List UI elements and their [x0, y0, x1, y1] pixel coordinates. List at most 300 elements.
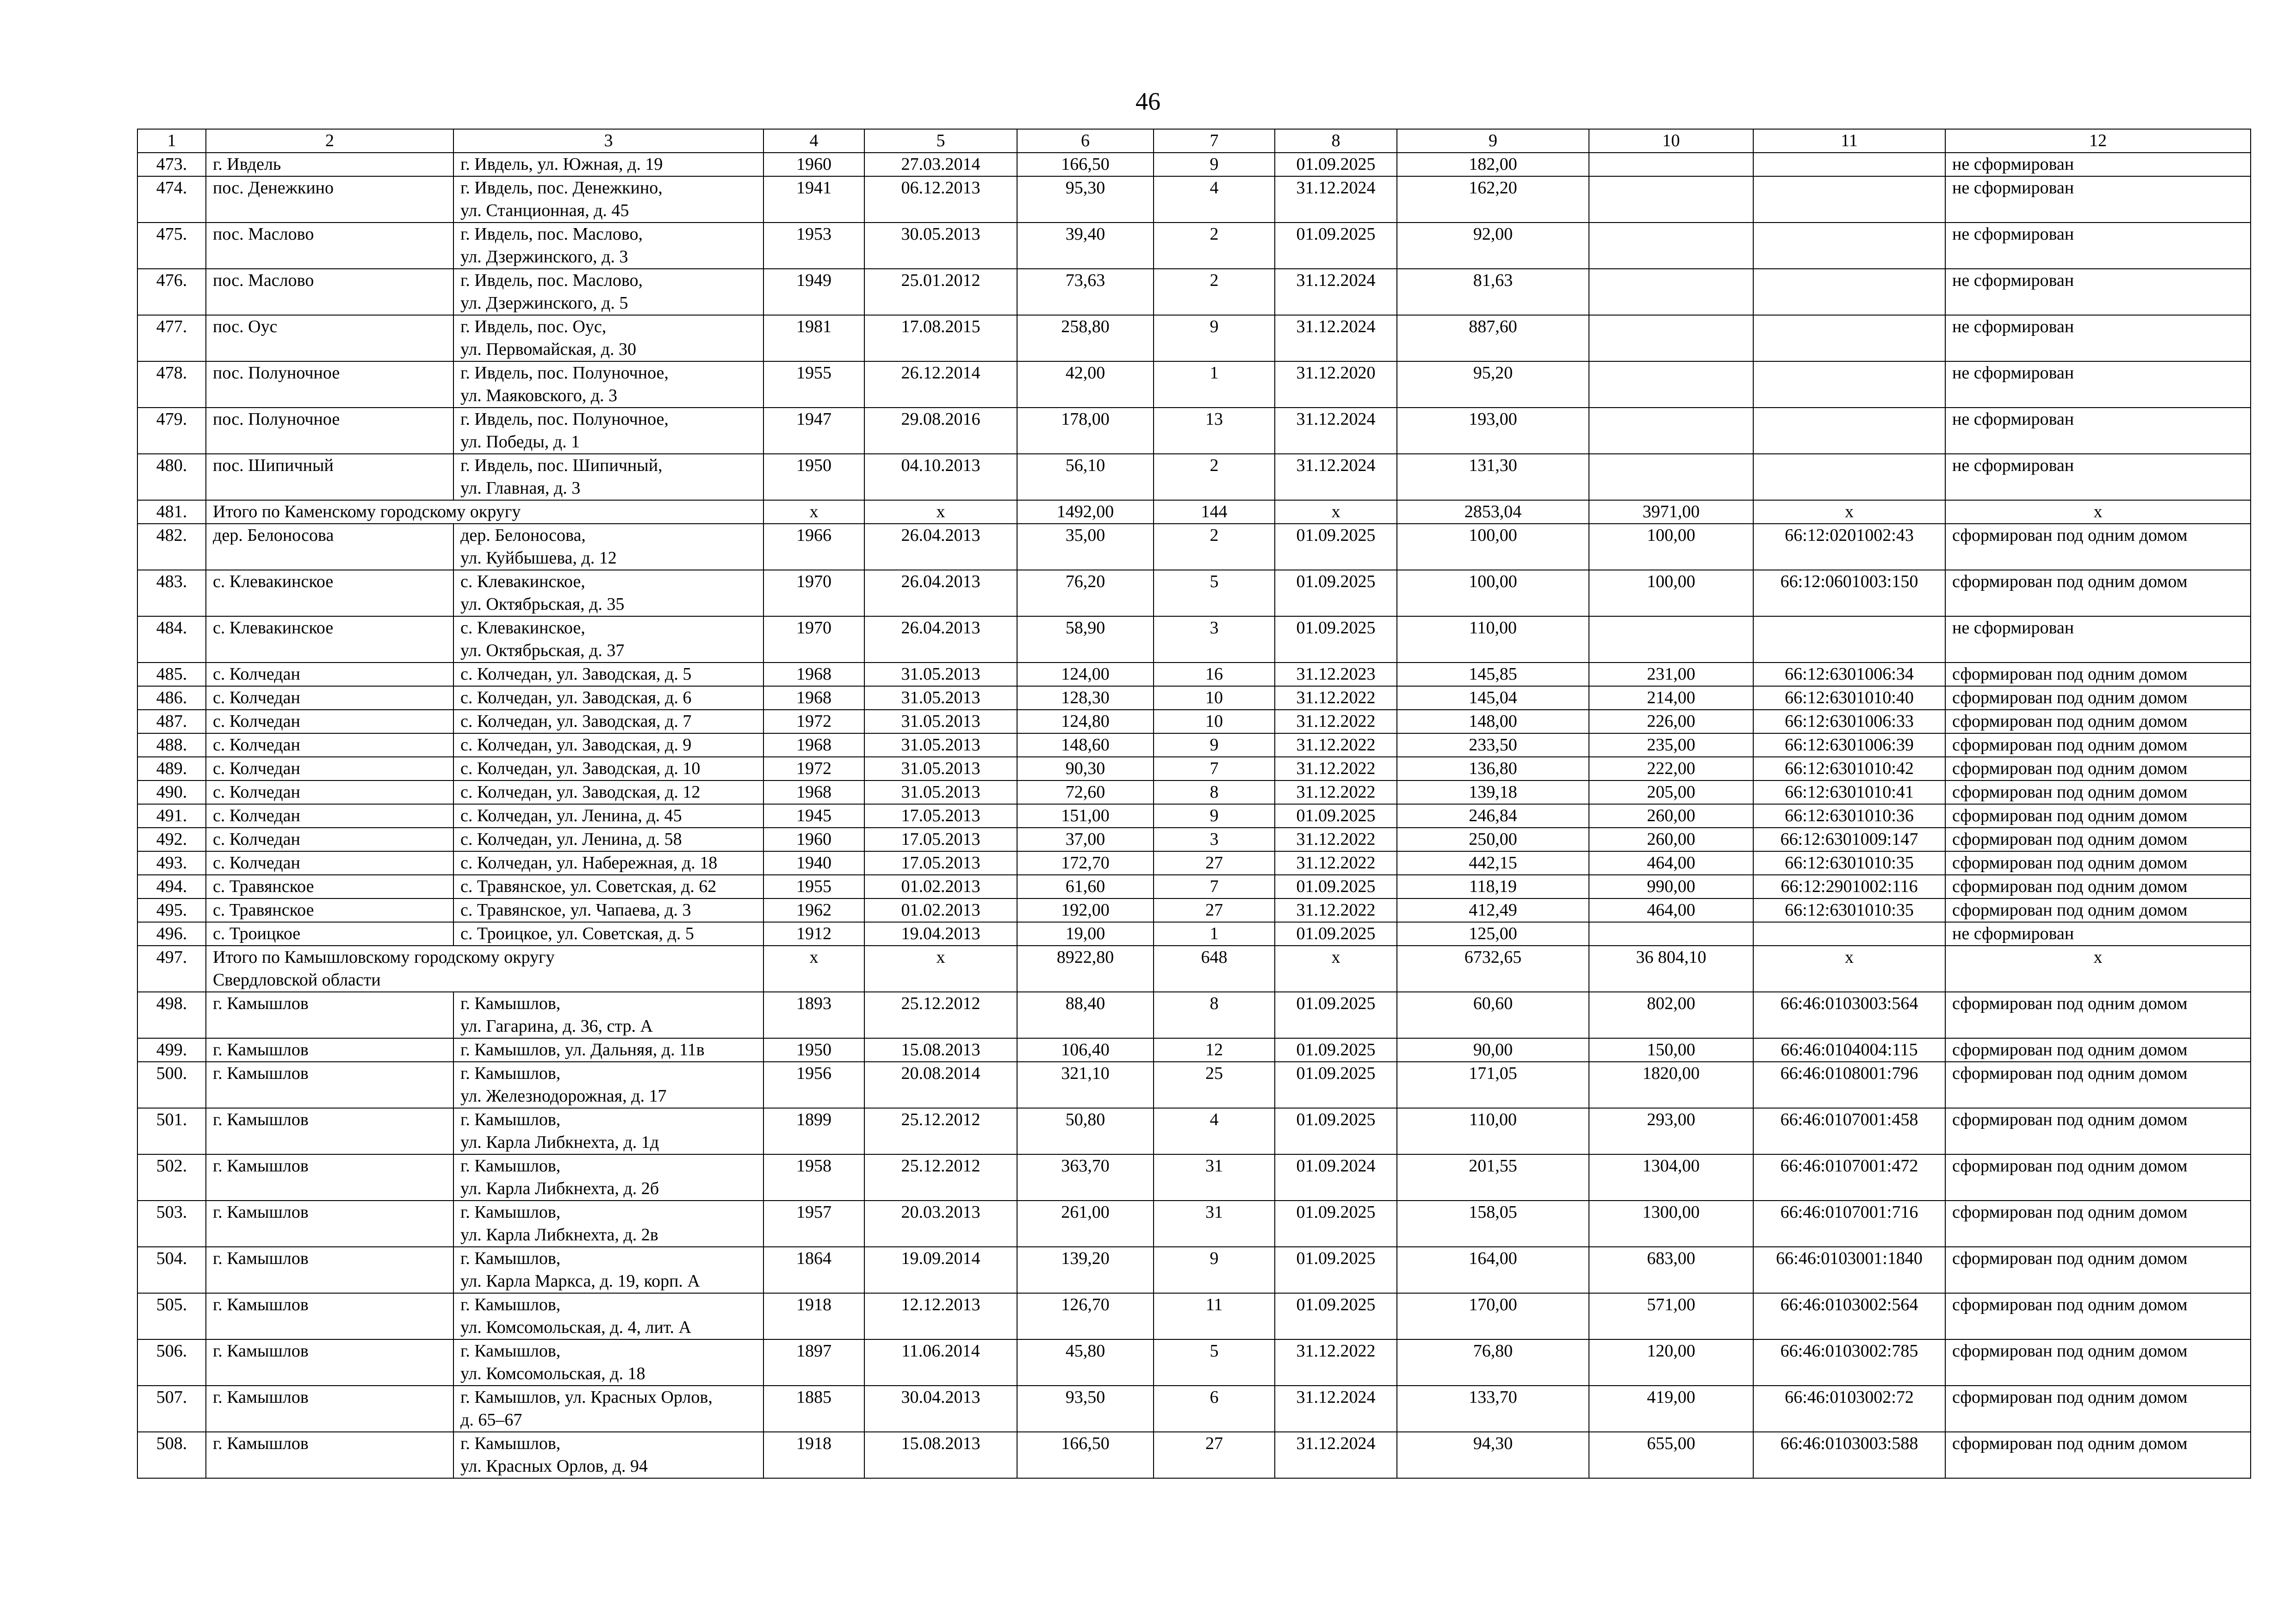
table-cell: г. Камышлов — [206, 1038, 453, 1062]
table-cell: 31 — [1154, 1201, 1275, 1247]
column-header: 4 — [763, 129, 864, 153]
table-cell: г. Камышлов, ул. Красных Орлов, д. 65–67 — [453, 1386, 763, 1432]
table-cell — [1753, 922, 1945, 946]
table-cell: 66:46:0103002:72 — [1753, 1386, 1945, 1432]
table-cell: 100,00 — [1589, 570, 1753, 616]
table-row — [137, 153, 2251, 176]
subtotal-cell: x — [1753, 946, 1945, 992]
table-cell: 11.06.2014 — [864, 1339, 1017, 1386]
table-cell: 126,70 — [1017, 1293, 1154, 1339]
column-header: 11 — [1753, 129, 1945, 153]
column-header: 10 — [1589, 129, 1753, 153]
row-number: 495. — [137, 898, 206, 922]
table-cell: 31.12.2024 — [1275, 1386, 1397, 1432]
table-cell: 01.09.2025 — [1275, 1062, 1397, 1108]
row-number: 485. — [137, 663, 206, 686]
table-cell: 131,30 — [1397, 454, 1589, 500]
table-cell: 95,20 — [1397, 361, 1589, 408]
table-cell: с. Колчедан, ул. Заводская, д. 7 — [453, 710, 763, 733]
table-cell: 31.05.2013 — [864, 781, 1017, 804]
table-cell: 464,00 — [1589, 898, 1753, 922]
table-cell — [1589, 361, 1753, 408]
table-cell: 25.12.2012 — [864, 1108, 1017, 1154]
table-cell: 1953 — [763, 223, 864, 269]
table-cell: 260,00 — [1589, 804, 1753, 828]
table-cell: с. Колчедан — [206, 663, 453, 686]
table-cell: 39,40 — [1017, 223, 1154, 269]
table-cell: сформирован под одним домом — [1945, 875, 2251, 898]
table-cell: г. Ивдель, пос. Оус, ул. Первомайская, д. 30 — [453, 315, 763, 361]
table-cell: 235,00 — [1589, 733, 1753, 757]
row-number: 478. — [137, 361, 206, 408]
table-cell: 45,80 — [1017, 1339, 1154, 1386]
table-row — [137, 315, 2251, 361]
table-cell: г. Камышлов — [206, 1247, 453, 1293]
table-cell: 8 — [1154, 781, 1275, 804]
table-cell: 31.12.2023 — [1275, 663, 1397, 686]
table-cell: 171,05 — [1397, 1062, 1589, 1108]
table-cell: 13 — [1154, 408, 1275, 454]
table-cell: 5 — [1154, 570, 1275, 616]
table-cell: 1899 — [763, 1108, 864, 1154]
subtotal-cell: x — [1945, 946, 2251, 992]
table-cell: с. Колчедан, ул. Заводская, д. 9 — [453, 733, 763, 757]
header-row — [137, 129, 2251, 153]
table-cell: 61,60 — [1017, 875, 1154, 898]
table-cell: 01.09.2025 — [1275, 1108, 1397, 1154]
table-cell: 1820,00 — [1589, 1062, 1753, 1108]
table-cell: 1945 — [763, 804, 864, 828]
table-cell: пос. Шипичный — [206, 454, 453, 500]
table-cell: 1300,00 — [1589, 1201, 1753, 1247]
row-number: 486. — [137, 686, 206, 710]
table-cell: 90,00 — [1397, 1038, 1589, 1062]
table-cell: сформирован под одним домом — [1945, 781, 2251, 804]
subtotal-cell: 3971,00 — [1589, 500, 1753, 524]
table-cell: 148,60 — [1017, 733, 1154, 757]
table-cell: пос. Маслово — [206, 223, 453, 269]
table-cell: 31.12.2022 — [1275, 851, 1397, 875]
table-cell: сформирован под одним домом — [1945, 570, 2251, 616]
table-cell: 31.12.2022 — [1275, 898, 1397, 922]
table-cell: 66:46:0103002:564 — [1753, 1293, 1945, 1339]
row-number: 482. — [137, 524, 206, 570]
subtotal-cell: x — [864, 946, 1017, 992]
table-cell: 66:46:0103003:588 — [1753, 1432, 1945, 1478]
table-cell: сформирован под одним домом — [1945, 1339, 2251, 1386]
table-cell: 10 — [1154, 710, 1275, 733]
table-cell: не сформирован — [1945, 153, 2251, 176]
table-cell: 802,00 — [1589, 992, 1753, 1038]
table-cell: 11 — [1154, 1293, 1275, 1339]
table-cell: 363,70 — [1017, 1154, 1154, 1201]
subtotal-cell: 2853,04 — [1397, 500, 1589, 524]
table-cell: 120,00 — [1589, 1339, 1753, 1386]
table-cell: сформирован под одним домом — [1945, 1432, 2251, 1478]
table-cell: 1949 — [763, 269, 864, 315]
table-cell: не сформирован — [1945, 922, 2251, 946]
table-cell: сформирован под одним домом — [1945, 663, 2251, 686]
row-number: 504. — [137, 1247, 206, 1293]
table-cell: г. Камышлов, ул. Комсомольская, д. 18 — [453, 1339, 763, 1386]
table-cell: 1958 — [763, 1154, 864, 1201]
table-cell: 1968 — [763, 733, 864, 757]
table-cell: с. Колчедан, ул. Заводская, д. 5 — [453, 663, 763, 686]
table-cell: 2 — [1154, 524, 1275, 570]
table-cell: 66:12:2901002:116 — [1753, 875, 1945, 898]
table-cell: 04.10.2013 — [864, 454, 1017, 500]
table-cell: с. Колчедан — [206, 828, 453, 851]
table-cell: с. Колчедан — [206, 804, 453, 828]
column-header: 9 — [1397, 129, 1589, 153]
table-cell: с. Клевакинское, ул. Октябрьская, д. 37 — [453, 616, 763, 663]
table-row — [137, 875, 2251, 898]
table-cell: 76,80 — [1397, 1339, 1589, 1386]
table-cell: 66:12:6301010:40 — [1753, 686, 1945, 710]
table-cell: 01.09.2025 — [1275, 524, 1397, 570]
table-cell: сформирован под одним домом — [1945, 1154, 2251, 1201]
column-header: 7 — [1154, 129, 1275, 153]
row-number: 506. — [137, 1339, 206, 1386]
table-cell: г. Камышлов — [206, 1201, 453, 1247]
table-cell: г. Ивдель, пос. Шипичный, ул. Главная, д. 3 — [453, 454, 763, 500]
table-cell: 178,00 — [1017, 408, 1154, 454]
subtotal-cell: 144 — [1154, 500, 1275, 524]
table-cell: 172,70 — [1017, 851, 1154, 875]
table-cell: 1957 — [763, 1201, 864, 1247]
table-cell: 164,00 — [1397, 1247, 1589, 1293]
table-cell: 95,30 — [1017, 176, 1154, 223]
table-cell: пос. Полуночное — [206, 408, 453, 454]
subtotal-cell: x — [1275, 500, 1397, 524]
table-cell: с. Травянское, ул. Чапаева, д. 3 — [453, 898, 763, 922]
table-cell: 66:12:6301010:35 — [1753, 898, 1945, 922]
table-cell — [1589, 153, 1753, 176]
table-cell: 26.04.2013 — [864, 570, 1017, 616]
table-cell: 01.09.2025 — [1275, 1201, 1397, 1247]
table-cell: 94,30 — [1397, 1432, 1589, 1478]
table-cell — [1589, 269, 1753, 315]
table-cell: г. Камышлов, ул. Дальняя, д. 11в — [453, 1038, 763, 1062]
table-cell: 15.08.2013 — [864, 1038, 1017, 1062]
table-cell: 571,00 — [1589, 1293, 1753, 1339]
table-cell: 1304,00 — [1589, 1154, 1753, 1201]
row-number: 496. — [137, 922, 206, 946]
table-cell: 31.05.2013 — [864, 710, 1017, 733]
table-cell: 1970 — [763, 570, 864, 616]
table-cell: 1947 — [763, 408, 864, 454]
table-cell: 27.03.2014 — [864, 153, 1017, 176]
subtotal-label: Итого по Каменскому городскому округу — [206, 500, 763, 524]
table-cell: 1966 — [763, 524, 864, 570]
table-cell: 226,00 — [1589, 710, 1753, 733]
table-cell: 412,49 — [1397, 898, 1589, 922]
table-cell: 128,30 — [1017, 686, 1154, 710]
table-cell: сформирован под одним домом — [1945, 710, 2251, 733]
table-cell: сформирован под одним домом — [1945, 804, 2251, 828]
table-cell: 35,00 — [1017, 524, 1154, 570]
table-cell — [1589, 176, 1753, 223]
row-number: 475. — [137, 223, 206, 269]
row-number: 497. — [137, 946, 206, 992]
table-cell: 3 — [1154, 828, 1275, 851]
table-cell: 01.09.2025 — [1275, 1293, 1397, 1339]
table-cell: с. Колчедан, ул. Ленина, д. 45 — [453, 804, 763, 828]
table-cell: 1918 — [763, 1293, 864, 1339]
table-cell — [1753, 153, 1945, 176]
subtotal-row — [137, 946, 2251, 992]
table-cell: сформирован под одним домом — [1945, 1038, 2251, 1062]
table-cell: 31.12.2022 — [1275, 757, 1397, 781]
table-cell: 31 — [1154, 1154, 1275, 1201]
table-cell: 19.04.2013 — [864, 922, 1017, 946]
table-cell: сформирован под одним домом — [1945, 1293, 2251, 1339]
table-cell: 442,15 — [1397, 851, 1589, 875]
table-row — [137, 269, 2251, 315]
table-cell: г. Ивдель, пос. Полуночное, ул. Победы, д. 1 — [453, 408, 763, 454]
table-cell: 66:12:6301010:42 — [1753, 757, 1945, 781]
subtotal-cell: 6732,65 — [1397, 946, 1589, 992]
table-cell: 1897 — [763, 1339, 864, 1386]
table-cell: 31.05.2013 — [864, 733, 1017, 757]
table-cell: сформирован под одним домом — [1945, 524, 2251, 570]
table-cell: 12 — [1154, 1038, 1275, 1062]
table-cell: 01.09.2025 — [1275, 223, 1397, 269]
table-cell: 124,80 — [1017, 710, 1154, 733]
column-header: 5 — [864, 129, 1017, 153]
table-cell: 2 — [1154, 454, 1275, 500]
table-row — [137, 1432, 2251, 1478]
table-cell: 683,00 — [1589, 1247, 1753, 1293]
table-cell: 100,00 — [1397, 570, 1589, 616]
table-cell: 19.09.2014 — [864, 1247, 1017, 1293]
table-row — [137, 1108, 2251, 1154]
table-row — [137, 1038, 2251, 1062]
table-cell: 31.12.2024 — [1275, 269, 1397, 315]
table-cell: с. Колчедан, ул. Заводская, д. 12 — [453, 781, 763, 804]
table-cell: 887,60 — [1397, 315, 1589, 361]
table-cell: 1955 — [763, 875, 864, 898]
table-cell: 2 — [1154, 223, 1275, 269]
table-cell: 73,63 — [1017, 269, 1154, 315]
table-cell: 1 — [1154, 922, 1275, 946]
table-row — [137, 686, 2251, 710]
table-cell: с. Троицкое — [206, 922, 453, 946]
table-row — [137, 1386, 2251, 1432]
table-cell: г. Камышлов — [206, 1108, 453, 1154]
table-cell: 31.12.2024 — [1275, 315, 1397, 361]
table-cell: 30.04.2013 — [864, 1386, 1017, 1432]
table-cell: 50,80 — [1017, 1108, 1154, 1154]
table-cell: с. Колчедан, ул. Набережная, д. 18 — [453, 851, 763, 875]
page-number: 46 — [1136, 87, 1160, 115]
table-cell: 1912 — [763, 922, 864, 946]
table-cell: 31.12.2024 — [1275, 408, 1397, 454]
table-cell: 150,00 — [1589, 1038, 1753, 1062]
table-cell: 4 — [1154, 1108, 1275, 1154]
table-cell: с. Колчедан — [206, 710, 453, 733]
table-cell: с. Троицкое, ул. Советская, д. 5 — [453, 922, 763, 946]
table-cell: 16 — [1154, 663, 1275, 686]
table-cell: г. Камышлов — [206, 1062, 453, 1108]
table-cell: пос. Маслово — [206, 269, 453, 315]
table-row — [137, 454, 2251, 500]
table-cell: не сформирован — [1945, 176, 2251, 223]
table-row — [137, 1293, 2251, 1339]
table-cell: 260,00 — [1589, 828, 1753, 851]
table-cell: г. Ивдель, пос. Полуночное, ул. Маяковского, д. 3 — [453, 361, 763, 408]
table-cell: 25.01.2012 — [864, 269, 1017, 315]
table-row — [137, 1339, 2251, 1386]
table-cell: 1962 — [763, 898, 864, 922]
table-cell: г. Ивдель, пос. Денежкино, ул. Станционная, д. 45 — [453, 176, 763, 223]
table-cell: 29.08.2016 — [864, 408, 1017, 454]
table-cell — [1589, 922, 1753, 946]
table-cell: 66:12:0201002:43 — [1753, 524, 1945, 570]
table-cell: сформирован под одним домом — [1945, 1247, 2251, 1293]
table-cell: 1968 — [763, 781, 864, 804]
table-cell: 1960 — [763, 153, 864, 176]
table-cell: 66:12:6301010:41 — [1753, 781, 1945, 804]
table-cell: 6 — [1154, 1386, 1275, 1432]
table-cell: г. Камышлов — [206, 1432, 453, 1478]
table-cell: 31.12.2024 — [1275, 176, 1397, 223]
table-cell: 464,00 — [1589, 851, 1753, 875]
row-number: 507. — [137, 1386, 206, 1432]
table-cell: 37,00 — [1017, 828, 1154, 851]
row-number: 480. — [137, 454, 206, 500]
table-cell: 7 — [1154, 875, 1275, 898]
table-cell: г. Камышлов, ул. Карла Либкнехта, д. 1д — [453, 1108, 763, 1154]
column-header: 3 — [453, 129, 763, 153]
table-row — [137, 757, 2251, 781]
table-row — [137, 851, 2251, 875]
table-cell: 01.09.2025 — [1275, 570, 1397, 616]
subtotal-cell: x — [1753, 500, 1945, 524]
table-cell — [1753, 616, 1945, 663]
row-number: 493. — [137, 851, 206, 875]
row-number: 476. — [137, 269, 206, 315]
table-cell: с. Клевакинское, ул. Октябрьская, д. 35 — [453, 570, 763, 616]
table-cell: 100,00 — [1397, 524, 1589, 570]
table-cell: 66:12:6301009:147 — [1753, 828, 1945, 851]
subtotal-cell: 648 — [1154, 946, 1275, 992]
table-row — [137, 408, 2251, 454]
table-cell: 222,00 — [1589, 757, 1753, 781]
table-cell: сформирован под одним домом — [1945, 1108, 2251, 1154]
table-cell: 26.12.2014 — [864, 361, 1017, 408]
table-cell: 1968 — [763, 686, 864, 710]
row-number: 505. — [137, 1293, 206, 1339]
table-cell: 1885 — [763, 1386, 864, 1432]
table-cell: 293,00 — [1589, 1108, 1753, 1154]
table-cell: не сформирован — [1945, 454, 2251, 500]
table-cell — [1753, 269, 1945, 315]
table-cell: 214,00 — [1589, 686, 1753, 710]
table-row — [137, 361, 2251, 408]
table-cell: 66:46:0103001:1840 — [1753, 1247, 1945, 1293]
table-cell: 136,80 — [1397, 757, 1589, 781]
table-cell: 15.08.2013 — [864, 1432, 1017, 1478]
table-cell: 8 — [1154, 992, 1275, 1038]
table-cell: 7 — [1154, 757, 1275, 781]
table-row — [137, 828, 2251, 851]
table-cell: 258,80 — [1017, 315, 1154, 361]
table-cell: 419,00 — [1589, 1386, 1753, 1432]
table-cell — [1589, 616, 1753, 663]
row-number: 481. — [137, 500, 206, 524]
table-cell: 31.12.2022 — [1275, 710, 1397, 733]
table-cell: 166,50 — [1017, 153, 1154, 176]
table-cell: 3 — [1154, 616, 1275, 663]
table-cell: с. Травянское — [206, 898, 453, 922]
table-cell: 01.09.2025 — [1275, 153, 1397, 176]
table-cell: г. Ивдель, пос. Маслово, ул. Дзержинского, д. 3 — [453, 223, 763, 269]
table-row — [137, 616, 2251, 663]
table-cell — [1589, 315, 1753, 361]
table-cell: 9 — [1154, 315, 1275, 361]
table-cell: 990,00 — [1589, 875, 1753, 898]
table-cell: 148,00 — [1397, 710, 1589, 733]
table-cell: с. Колчедан — [206, 851, 453, 875]
table-cell: 1972 — [763, 710, 864, 733]
table-cell: 27 — [1154, 898, 1275, 922]
table-cell: 31.05.2013 — [864, 686, 1017, 710]
table-row — [137, 1154, 2251, 1201]
table-cell: 27 — [1154, 1432, 1275, 1478]
table-cell: 81,63 — [1397, 269, 1589, 315]
table-cell: 92,00 — [1397, 223, 1589, 269]
table-row — [137, 781, 2251, 804]
subtotal-cell: x — [763, 500, 864, 524]
table-cell: сформирован под одним домом — [1945, 757, 2251, 781]
table-cell: 110,00 — [1397, 1108, 1589, 1154]
table-cell: 31.12.2024 — [1275, 454, 1397, 500]
table-cell: 66:46:0104004:115 — [1753, 1038, 1945, 1062]
table-cell: пос. Денежкино — [206, 176, 453, 223]
table-cell: 17.05.2013 — [864, 828, 1017, 851]
table-cell: сформирован под одним домом — [1945, 686, 2251, 710]
table-cell: с. Колчедан, ул. Заводская, д. 10 — [453, 757, 763, 781]
table-cell: 66:46:0103003:564 — [1753, 992, 1945, 1038]
table-cell: 12.12.2013 — [864, 1293, 1017, 1339]
table-cell: 9 — [1154, 1247, 1275, 1293]
table-cell: 01.09.2025 — [1275, 922, 1397, 946]
table-cell: 170,00 — [1397, 1293, 1589, 1339]
row-number: 479. — [137, 408, 206, 454]
table-cell: 133,70 — [1397, 1386, 1589, 1432]
table-cell: с. Травянское — [206, 875, 453, 898]
table-row — [137, 524, 2251, 570]
subtotal-label: Итого по Камышловскому городскому округу Свердловской области — [206, 946, 763, 992]
row-number: 489. — [137, 757, 206, 781]
table-cell: с. Травянское, ул. Советская, д. 62 — [453, 875, 763, 898]
table-cell: с. Клевакинское — [206, 616, 453, 663]
table-cell: 25.12.2012 — [864, 992, 1017, 1038]
row-number: 494. — [137, 875, 206, 898]
table-cell: 66:12:0601003:150 — [1753, 570, 1945, 616]
table-cell: 10 — [1154, 686, 1275, 710]
table-cell: с. Колчедан — [206, 781, 453, 804]
table-cell: 1981 — [763, 315, 864, 361]
table-cell — [1753, 454, 1945, 500]
table-cell: 139,20 — [1017, 1247, 1154, 1293]
table-cell: 182,00 — [1397, 153, 1589, 176]
table-row — [137, 570, 2251, 616]
table-cell: 66:12:6301006:33 — [1753, 710, 1945, 733]
table-cell: 66:12:6301006:39 — [1753, 733, 1945, 757]
table-cell: 250,00 — [1397, 828, 1589, 851]
